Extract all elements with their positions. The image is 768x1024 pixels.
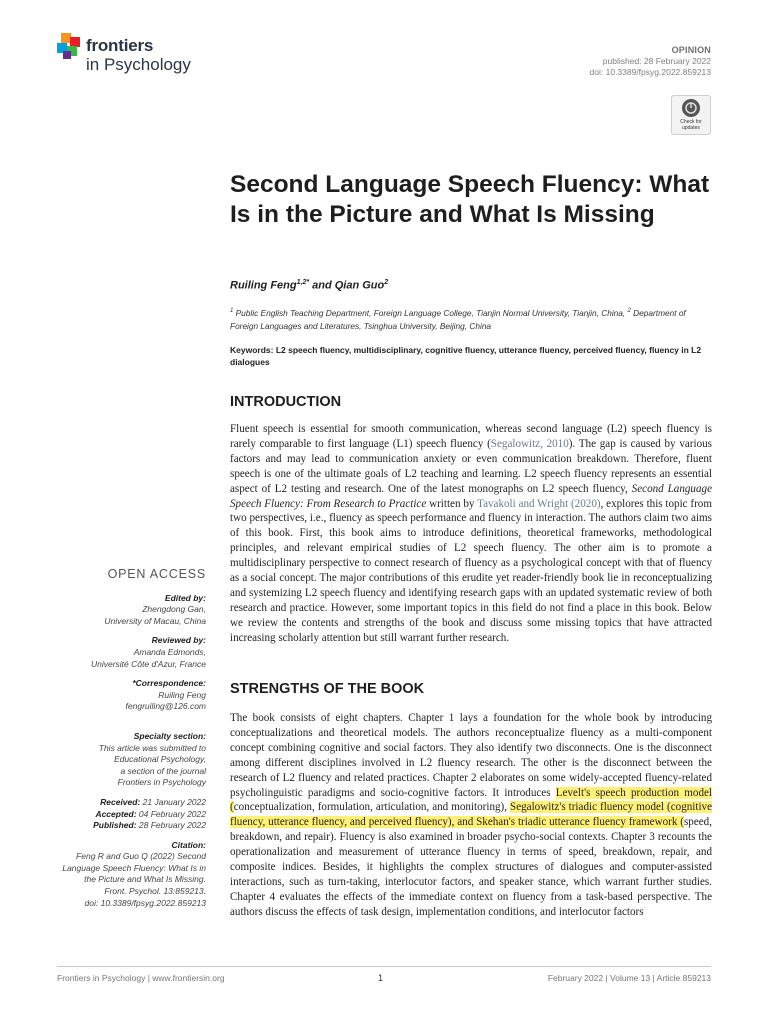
author-conjunction: and — [309, 279, 335, 292]
footer-divider — [57, 966, 711, 967]
article-sidebar — [36, 569, 206, 909]
journal-name-line2: in Psychology — [86, 55, 191, 74]
correspondence-label: *Correspondence: — [132, 678, 206, 689]
reviewer-name[interactable]: Amanda Edmonds, — [133, 646, 206, 657]
footer-journal-link[interactable]: Frontiers in Psychology | www.frontiersin.org — [57, 973, 225, 983]
journal-name-line1: frontiers — [86, 36, 154, 55]
citation-line: Feng R and Guo Q (2022) Second — [76, 851, 206, 862]
citation-label: Citation: — [171, 839, 206, 850]
received-date: Received: 21 January 2022 — [100, 796, 206, 807]
affiliation-marker: 2 — [627, 308, 631, 314]
citation-line: the Picture and What Is Missing. — [84, 874, 206, 885]
footer-issue-info: February 2022 | Volume 13 | Article 859213 — [547, 973, 711, 983]
page-number: 1 — [378, 973, 384, 983]
book-title: Second Language Speech Fluency: From Research to Practice — [230, 482, 712, 510]
affiliation-marker: 1 — [230, 308, 234, 314]
section-heading-strengths: STRENGTHS OF THE BOOK — [230, 681, 425, 697]
citation-link[interactable]: Segalowitz, 2010 — [490, 437, 569, 450]
author-affiliation-marker: 2 — [384, 279, 389, 286]
editor-affiliation: University of Macau, China — [104, 615, 206, 626]
article-meta — [590, 45, 711, 78]
highlighted-text: Levelt's speech production model ( — [230, 786, 713, 814]
citation-doi[interactable]: doi: 10.3389/fpsyg.2022.859213 — [84, 897, 206, 908]
article-title: Second Language Speech Fluency: What Is in the Picture and What Is Missing — [230, 171, 710, 228]
specialty-section-label: Specialty section: — [133, 730, 206, 741]
specialty-line: Frontiers in Psychology — [117, 777, 206, 788]
correspondence-name: Ruiling Feng — [158, 689, 206, 700]
author-list — [230, 279, 388, 292]
affiliation-text: Public English Teaching Department, Foreign Language College, Tianjin Normal University, Tianjin, China, — [233, 307, 628, 318]
citation-link[interactable]: Tavakoli and Wright (2020) — [477, 497, 601, 510]
accepted-date: Accepted: 04 February 2022 — [95, 808, 206, 819]
citation-line: Front. Psychol. 13:859213. — [104, 886, 206, 897]
specialty-line: This article was submitted to — [98, 742, 206, 753]
edited-by-label: Edited by: — [164, 592, 206, 603]
published-date-sidebar: Published: 28 February 2022 — [93, 820, 206, 831]
editor-name[interactable]: Zhengdong Gan, — [142, 604, 206, 615]
strengths-paragraph: The book consists of eight chapters. Chapter 1 lays a foundation for the whole book by introducing conceptualizations and theoretical models. The authors reconceptualize fluency as a multi-component concept combining cognitive and social factors. They also identify two disconnects. One is the disconnect among different disciplines involved in L2 fluency research. The other is the disconnect between the research of L2 fluency and related practices. Chapter 2 elaborates on some widely-accepted fluency-related psycholinguistic paradigms and socio-cognitive factors. It introduces Levelt's speech production model (conceptualization, formulation, articulation, and monitoring), Segalowitz's triadic fluency model (cognitive fluency, utterance fluency, and perceived fluency), and Skehan's triadic utterance fluency framework (speed, breakdown, and repair). Fluency is also examined in broader psycho-social contexts. Chapter 3 recounts the operationalization and measurement of utterance fluency in terms of speed, breakdown, repair, and composite indices. Besides, it highlights the complex structures of dialogues and computer-assisted interactions, such as turn-taking, interlocutor factors, and speaker stance, which warrant further studies. Chapter 4 evaluates the effects of the immediate context on fluency from a task-based perspective. The authors discuss the effects of task design, implementation conditions, and interlocutor factors — [230, 712, 713, 918]
affiliations — [230, 305, 715, 334]
article-type: OPINION — [671, 45, 711, 55]
keywords: Keywords: L2 speech fluency, multidisciplinary, cognitive fluency, utterance fluency, perceived fluency, fluency in L2 dialogues — [230, 345, 702, 367]
citation-line: Language Speech Fluency: What Is in — [62, 862, 206, 873]
introduction-paragraph: Fluent speech is essential for smooth communication, whereas second language (L2) speech fluency is rarely comparable to first language (L1) speech fluency (Segalowitz, 2010). The gap is caused by various factors and may lead to communication anxiety or even communication breakdown. Therefore, fluent speech is one of the ultimate goals of L2 teaching and learning. L2 speech fluency represents an essential aspect of L2 testing and research. One of the latest monographs on L2 speech fluency, Second Language Speech Fluency: From Research to Practice written by Tavakoli and Wright (2020), explores this topic from two perspectives, i.e., fluency as speech performance and fluency in interaction. The authors claim two aims of this book. First, this book aims to introduce definitions, theoretical frameworks, methodological principles, and relevant empirical studies of L2 speech fluency. The other aim is to promote a multidisciplinary perspective to connect research of fluency as a psychological concept with that of fluency as a social concept. The major contributions of this erudite yet reader-friendly book lie in reconceptualizing and systemizing L2 speech fluency and identifying research gaps with an updated systematic review of both research and practice. However, some important topics in this field do not find a place in this book. Below we review the contents and strengths of the book and discuss some missing topics that have attracted increasing scholarly attention but still warrant further research. — [230, 423, 712, 644]
specialty-line: Educational Psychology, — [114, 754, 206, 765]
article-doi[interactable]: doi: 10.3389/fpsyg.2022.859213 — [589, 67, 711, 77]
highlighted-text: Segalowitz's triadic fluency model (cognitive fluency, utterance fluency, and perceived fluency), and Skehan's triadic utterance fluency framework ( — [230, 801, 713, 829]
published-date: published: 28 February 2022 — [602, 56, 711, 66]
author-name[interactable]: Qian Guo — [334, 279, 385, 292]
check-for-updates-button[interactable] — [671, 95, 711, 135]
open-access-label: OPEN ACCESS — [107, 567, 206, 581]
specialty-line: a section of the journal — [120, 765, 206, 776]
correspondence-email[interactable]: fengruiling@126.com — [125, 701, 206, 712]
section-heading-introduction: INTRODUCTION — [230, 394, 342, 410]
author-name[interactable]: Ruiling Feng — [230, 279, 297, 292]
frontiers-logo-icon — [57, 33, 83, 61]
author-affiliation-marker: 1,2* — [296, 279, 310, 286]
check-updates-label: Check for updates — [680, 119, 702, 131]
reviewer-affiliation: Université Côte d'Azur, France — [90, 658, 206, 669]
reviewed-by-label: Reviewed by: — [151, 635, 206, 646]
affiliation-text: Department of Foreign Languages and Literatures, Tsinghua University, Beijing, China — [230, 307, 686, 332]
bookmark-icon — [682, 99, 700, 117]
